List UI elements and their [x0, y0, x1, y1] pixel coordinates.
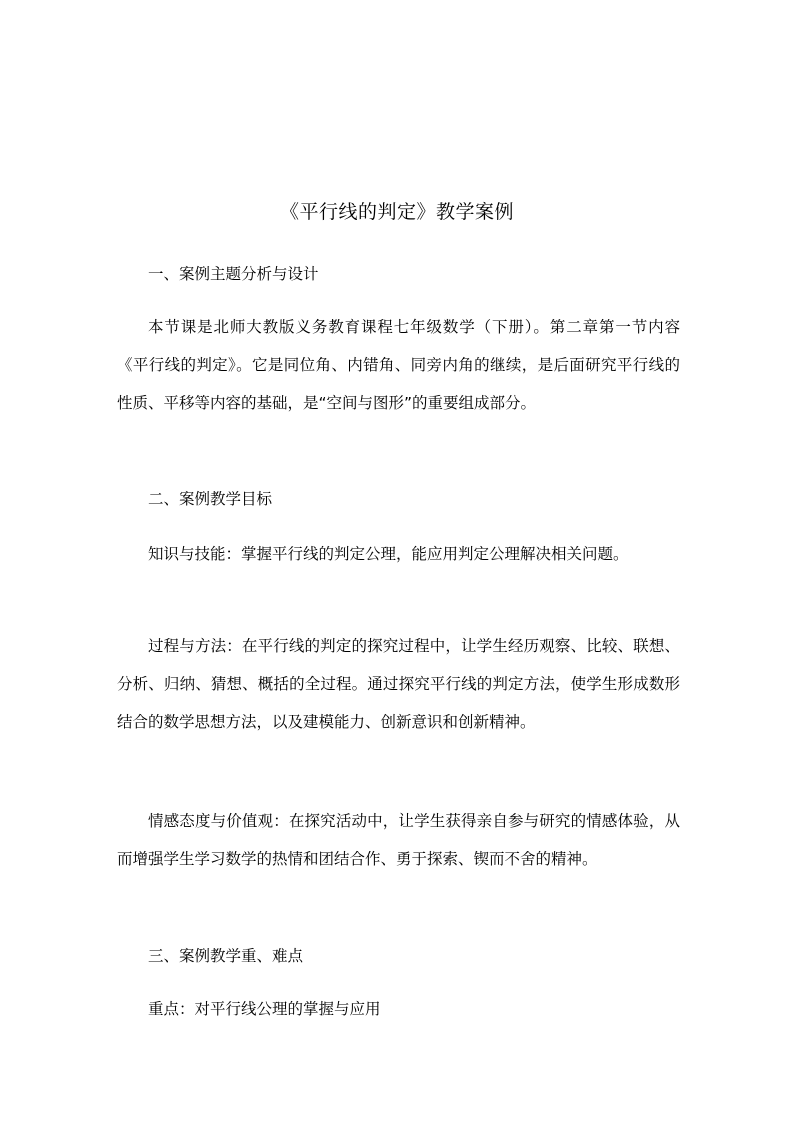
- section-heading-key-difficult: 三、案例教学重、难点: [148, 947, 304, 965]
- document-title: 《平行线的判定》教学案例: [279, 201, 514, 223]
- paragraph-goal-process: 过程与方法：在平行线的判定的探究过程中，让学生经历观察、比较、联想、分析、归纳、猜想、概括的全过程。通过探究平行线的判定方法，使学生形成数形结合的数学思想方法，以及建模能力、创新意识和创新精神。: [117, 637, 680, 731]
- section-heading-analysis: 一、案例主题分析与设计: [148, 265, 319, 283]
- section-heading-goals: 二、案例教学目标: [148, 490, 273, 508]
- paragraph-goal-knowledge: 知识与技能：掌握平行线的判定公理，能应用判定公理解决相关问题。: [148, 545, 629, 563]
- paragraph-goal-emotion: 情感态度与价值观：在探究活动中，让学生获得亲自参与研究的情感体验，从而增强学生学习数学的热情和团结合作、勇于探索、锲而不舍的精神。: [117, 812, 680, 868]
- paragraph-key-point: 重点：对平行线公理的掌握与应用: [148, 1000, 381, 1018]
- paragraph-course-intro: 本节课是北师大教版义务教育课程七年级数学（下册）。第二章第一节内容《平行线的判定》。它是同位角、内错角、同旁内角的继续，是后面研究平行线的性质、平移等内容的基础，是“空间与图形”的重要组成部分。: [117, 318, 680, 412]
